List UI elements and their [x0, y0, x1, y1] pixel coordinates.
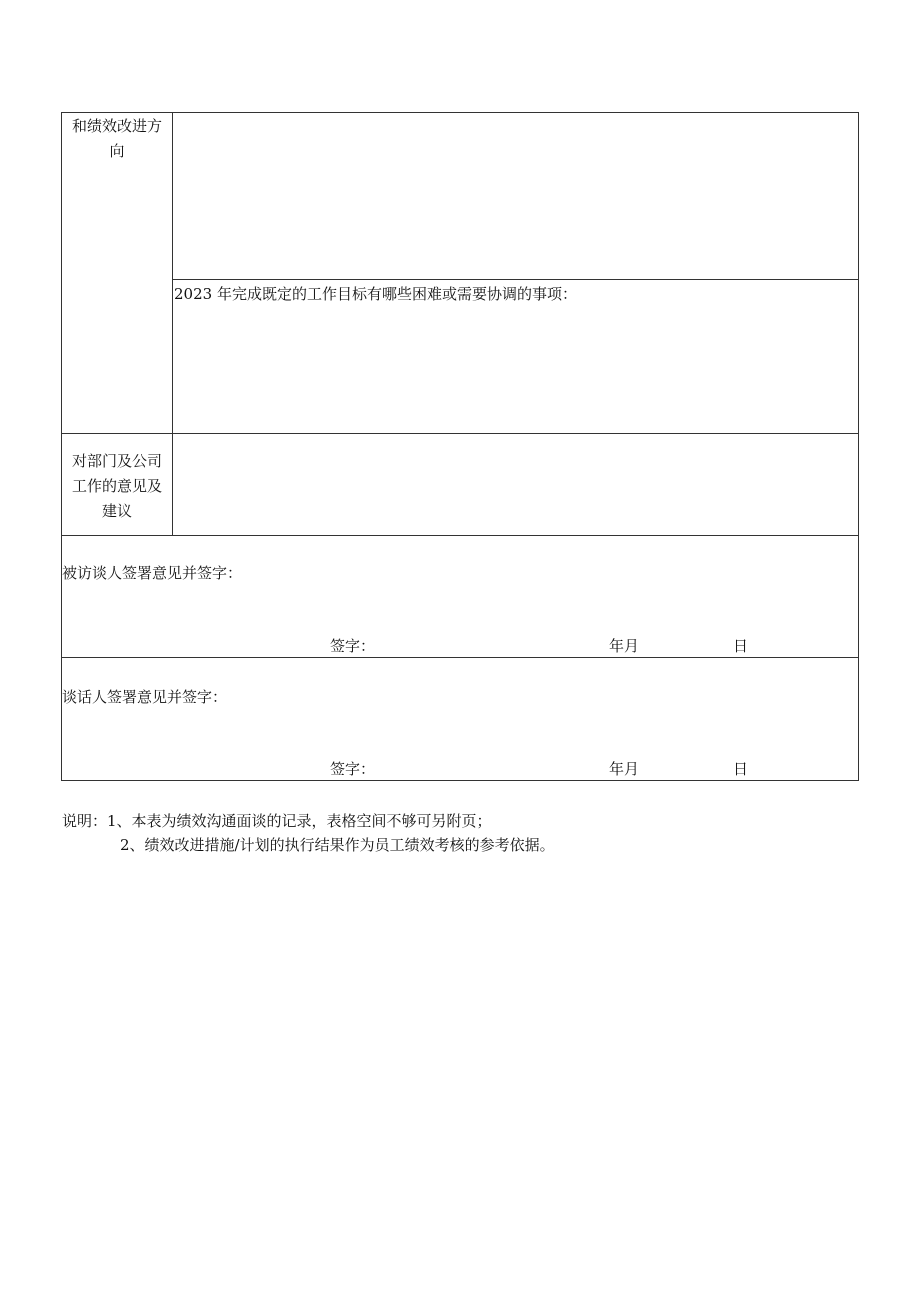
interviewer-sign-label: 签字： — [330, 760, 376, 778]
row2-label — [62, 449, 172, 524]
table-bottom-border — [61, 780, 859, 781]
row2-label-line2: 工作的意见及 — [71, 477, 162, 495]
interviewee-prompt: 被访谈人签署意见并签字： — [62, 564, 243, 582]
interviewer-prompt: 谈话人签署意见并签字： — [62, 688, 228, 706]
interviewee-sign-label: 签字： — [330, 637, 376, 655]
difficulties-prompt: 2023 年完成既定的工作目标有哪些困难或需要协调的事项： — [174, 285, 577, 303]
table-right-border — [858, 112, 859, 781]
suggestions-field[interactable] — [173, 434, 858, 535]
note-line-1: 说明：1、本表为绩效沟通面谈的记录，表格空间不够可另附页； — [62, 812, 492, 830]
row2-label-line3: 建议 — [101, 502, 132, 520]
row2-label-line1: 对部门及公司 — [71, 452, 162, 470]
interviewee-year-month: 年月 — [609, 637, 640, 655]
interviewer-day: 日 — [733, 760, 749, 778]
row1-label-line2: 向 — [109, 142, 125, 160]
improvement-direction-field[interactable] — [173, 113, 858, 279]
interviewee-day: 日 — [733, 637, 749, 655]
note-line-2: 2、绩效改进措施/计划的执行结果作为员工绩效考核的参考依据。 — [120, 836, 555, 854]
interviewer-year-month: 年月 — [609, 760, 640, 778]
row1-label-line1: 和绩效改进方 — [71, 117, 162, 135]
row1-label — [62, 114, 172, 164]
